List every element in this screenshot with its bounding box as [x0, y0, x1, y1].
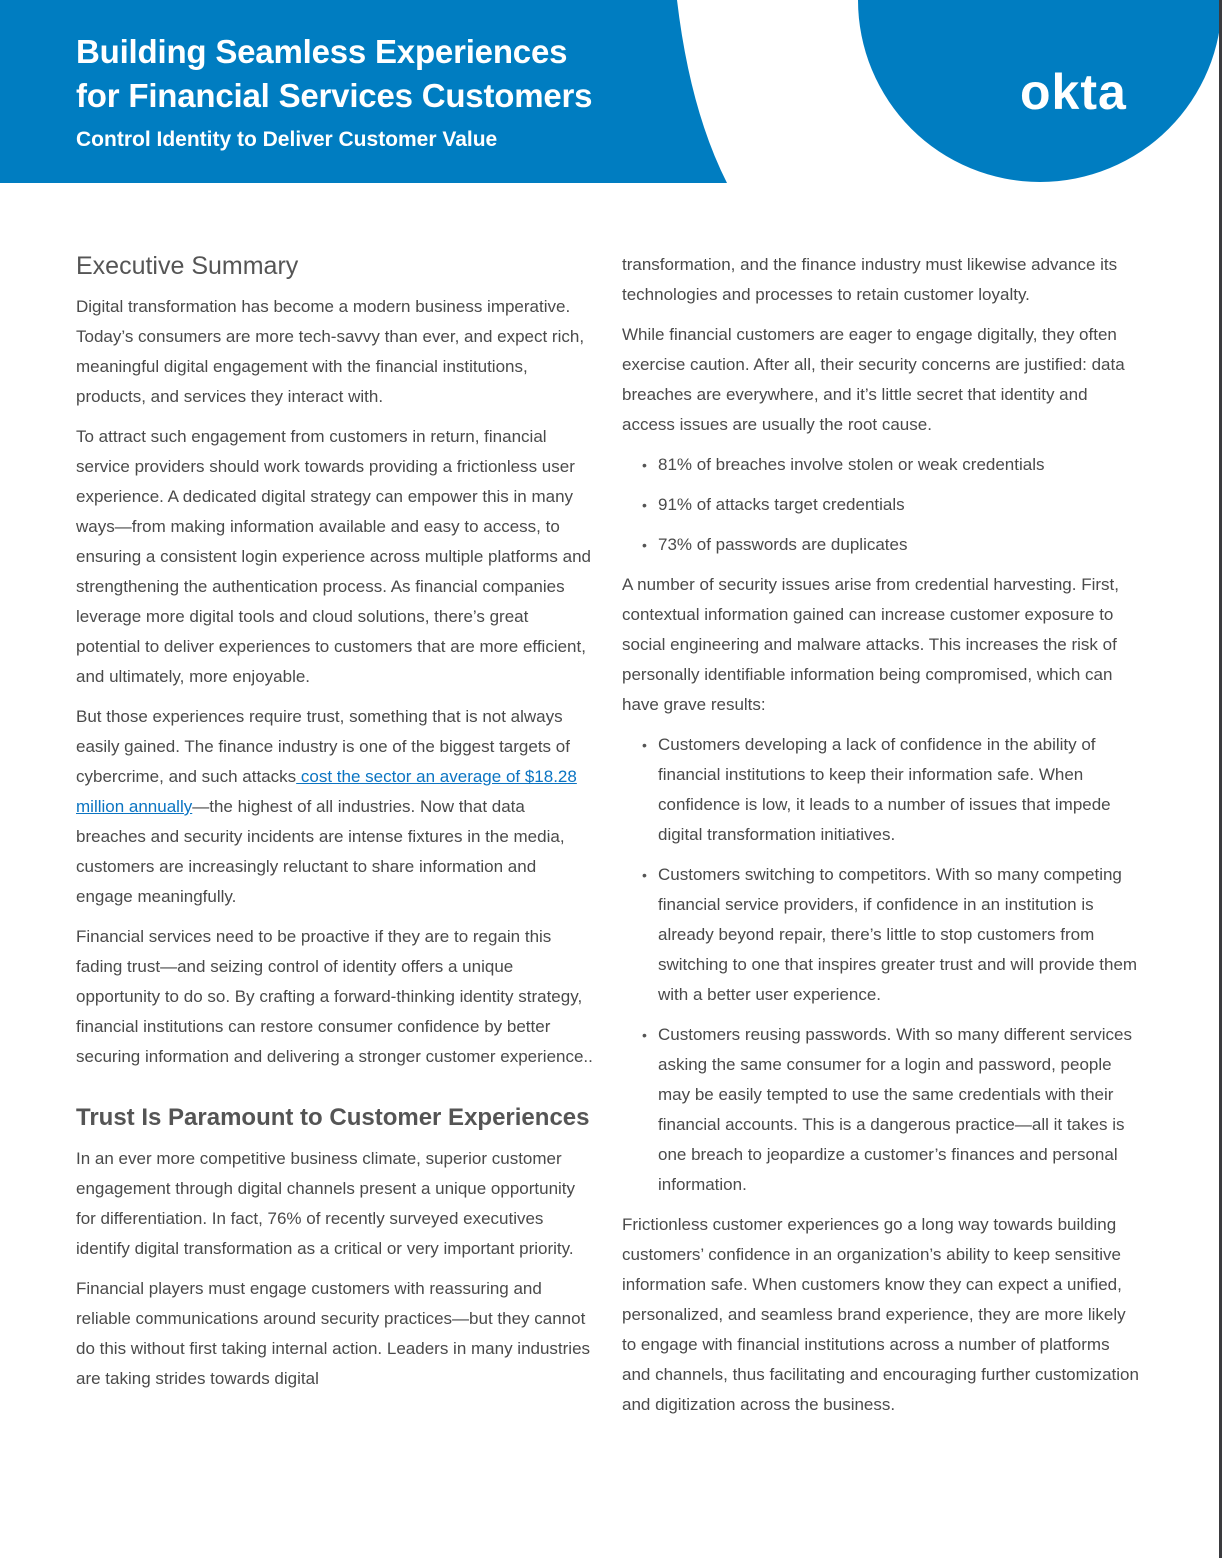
document-title-line-2: for Financial Services Customers — [76, 77, 593, 114]
cybercrime-cost-link[interactable]: cost the sector an average of $18.28 million annually — [76, 767, 577, 816]
document-title-line-1: Building Seamless Experiences — [76, 33, 568, 70]
paragraph: In an ever more competitive business climate, superior customer engagement through digital channels present a unique opportunity for differentiation. In fact, 76% of recently surveyed executives identify digital transformation as a critical or very important priority. — [76, 1149, 576, 1258]
paragraph: To attract such engagement from customers in return, financial service providers should work towards providing a frictionless user experience. A dedicated digital strategy can empower this in many ways—from making information available and easy to access, to ensuring a consistent login experience across multiple platforms and strengthening the authentication process. As financial companies leverage more digital tools and cloud solutions, there’s great potential to deliver experiences to customers that are more efficient, and ultimately, more enjoyable. — [76, 427, 591, 686]
bullet-icon: • — [642, 737, 647, 753]
list-item-text: Customers reusing passwords. With so many different services asking the same consumer for a login and password, people may be easily tempted to use the same credentials with their financial accounts. This is a dangerous practice—all it takes is one breach to jeopardize a customer’s finances and personal information. — [658, 1025, 1132, 1194]
results-list — [622, 730, 1142, 1200]
bullet-icon: • — [642, 537, 647, 553]
list-item — [642, 530, 1142, 560]
list-item-text: 81% of breaches involve stolen or weak credentials — [658, 455, 1045, 474]
bullet-icon: • — [642, 867, 647, 883]
paragraph-text: —the highest of all industries. Now that data breaches and security incidents are intense fixtures in the media, customers are increasingly reluctant to share information and engage meaningfully. — [76, 797, 565, 906]
paragraph-text: But those experiences require trust, something that is not always easily gained. The finance industry is one of the biggest targets of cybercrime, and such attacks — [76, 707, 570, 786]
list-item-text: Customers switching to competitors. With so many competing financial service providers, if confidence in an institution is already beyond repair, there’s little to stop customers from switching to one that inspires greater trust and will provide them with a better user experience. — [658, 865, 1138, 1004]
statistics-list — [622, 450, 1142, 560]
right-column — [622, 250, 1142, 1430]
list-item — [642, 450, 1142, 480]
paragraph: A number of security issues arise from credential harvesting. First, contextual information gained can increase customer exposure to social engineering and malware attacks. This increases the risk of personally identifiable information being compromised, which can have grave results: — [622, 575, 1119, 714]
list-item — [642, 860, 1142, 1010]
paragraph: transformation, and the finance industry must likewise advance its technologies and processes to retain customer loyalty. — [622, 255, 1118, 304]
banner-text — [76, 30, 592, 152]
okta-logo: okta — [1020, 64, 1127, 120]
bullet-icon: • — [642, 457, 647, 473]
paragraph: While financial customers are eager to engage digitally, they often exercise caution. After all, their security concerns are justified: data breaches are everywhere, and it’s little secret that identity and access issues are usually the root cause. — [622, 325, 1125, 434]
paragraph: Frictionless customer experiences go a long way towards building customers’ confidence in an organization’s ability to keep sensitive information safe. When customers know they can expect a unified, personalized, and seamless brand experience, they are more likely to engage with financial institutions across a number of platforms and channels, thus facilitating and encouraging further customization and digitization across the business. — [622, 1215, 1139, 1414]
section-heading-trust: Trust Is Paramount to Customer Experiences — [76, 1104, 590, 1131]
list-item — [642, 490, 1142, 520]
list-item-text: 73% of passwords are duplicates — [658, 535, 908, 554]
bullet-icon: • — [642, 1027, 647, 1043]
left-column — [76, 246, 596, 1404]
paragraph: Digital transformation has become a modern business imperative. Today’s consumers are more tech-savvy than ever, and expect rich, meaningful digital engagement with the financial institutions, products, and services they interact with. — [76, 297, 585, 406]
paragraph-with-link — [76, 702, 596, 912]
document-subtitle: Control Identity to Deliver Customer Value — [76, 128, 498, 151]
list-item — [642, 730, 1142, 850]
bullet-icon: • — [642, 497, 647, 513]
paragraph: Financial services need to be proactive if they are to regain this fading trust—and seizing control of identity offers a unique opportunity to do so. By crafting a forward-thinking identity strategy, financial institutions can restore consumer confidence by better securing information and delivering a stronger customer experience.. — [76, 927, 593, 1066]
list-item — [642, 1020, 1142, 1200]
header-banner — [0, 0, 740, 183]
paragraph: Financial players must engage customers with reassuring and reliable communications around security practices—but they cannot do this without first taking internal action. Leaders in many industries are taking strides towards digital — [76, 1279, 591, 1388]
list-item-text: 91% of attacks target credentials — [658, 495, 905, 514]
list-item-text: Customers developing a lack of confidence in the ability of financial institutions to keep their information safe. When confidence is low, it leads to a number of issues that impede digital transformation initiatives. — [658, 735, 1111, 844]
section-heading-executive-summary: Executive Summary — [76, 252, 299, 280]
